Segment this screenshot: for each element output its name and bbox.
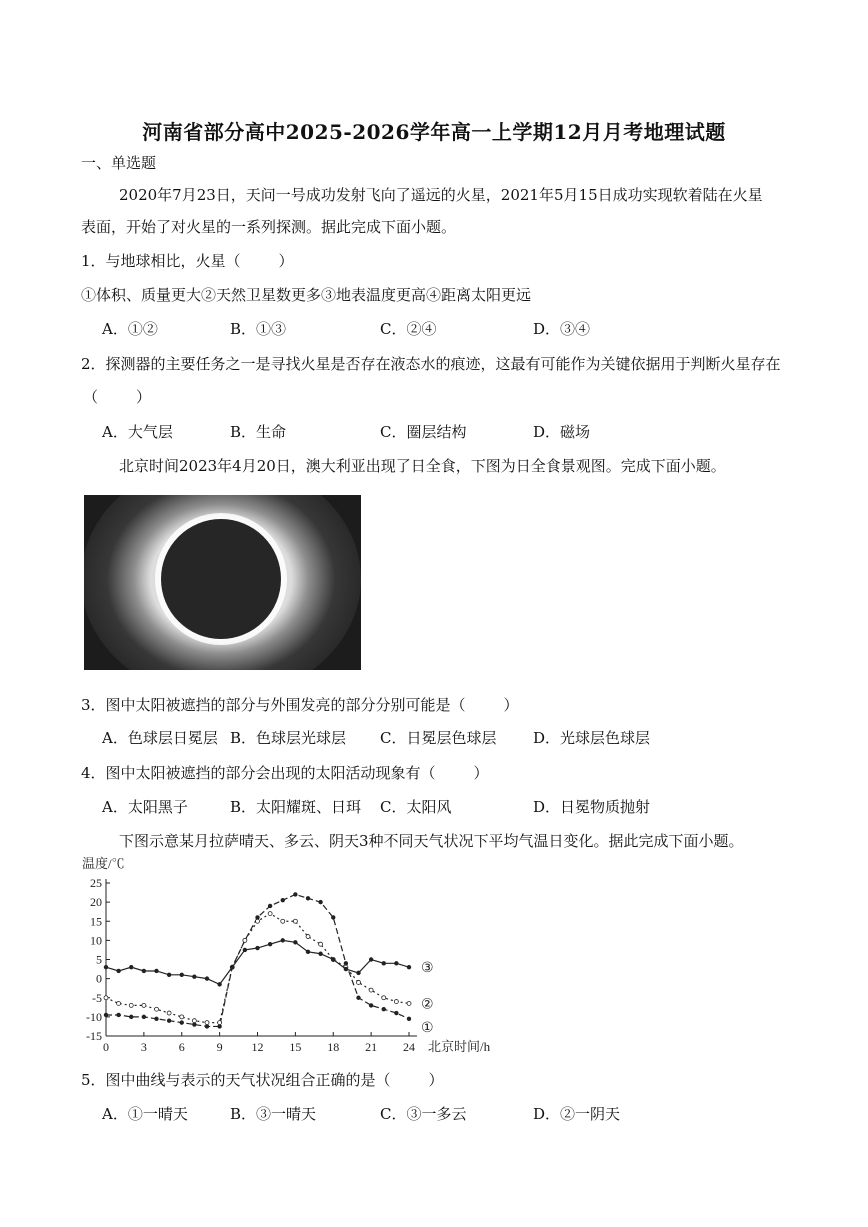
data-point <box>205 977 209 981</box>
data-point <box>218 1025 222 1029</box>
data-point <box>331 958 335 962</box>
q4-option-b: B．太阳耀斑、日珥 <box>230 798 362 816</box>
data-point <box>281 939 285 943</box>
data-point <box>294 893 298 897</box>
q1-option-a: A．①② <box>102 320 158 338</box>
data-point <box>281 919 285 923</box>
question-3-close: ） <box>503 696 519 714</box>
data-point <box>117 1001 121 1005</box>
data-point <box>357 996 361 1000</box>
data-point <box>395 962 399 966</box>
q2-option-c: C．圈层结构 <box>380 423 467 441</box>
y-tick-label: -10 <box>86 1009 102 1024</box>
question-2-blank <box>83 386 151 407</box>
data-point <box>407 1001 411 1005</box>
data-point <box>155 1017 159 1021</box>
x-tick-label: 15 <box>289 1040 302 1054</box>
x-tick-label: 18 <box>327 1040 340 1054</box>
x-axis-label: 北京时间/h <box>428 1039 491 1054</box>
data-point <box>319 942 323 946</box>
data-point <box>193 1023 197 1027</box>
x-tick-label: 24 <box>403 1040 415 1054</box>
question-5-text: 5．图中曲线与表示的天气状况组合正确的是（ <box>81 1071 391 1089</box>
moon-disk <box>161 519 281 639</box>
data-point <box>357 971 361 975</box>
intro-2: 北京时间2023年4月20日，澳大利亚出现了日全食，下图为日全食景观图。完成下面小题。 <box>119 457 726 475</box>
data-point <box>306 950 310 954</box>
data-point <box>369 988 373 992</box>
q5-option-d: D．②一阴天 <box>533 1105 621 1123</box>
q5-option-c: C．③一多云 <box>380 1105 467 1123</box>
data-point <box>382 996 386 1000</box>
temperature-line-chart <box>78 852 518 1060</box>
data-point <box>369 958 373 962</box>
intro-3: 下图示意某月拉萨晴天、多云、阴天3种不同天气状况下平均气温日变化。据此完成下面小题。 <box>119 832 744 850</box>
data-point <box>256 946 260 950</box>
y-tick-label: -15 <box>86 1029 102 1043</box>
data-point <box>243 948 247 952</box>
q3-option-c: C．日冕层色球层 <box>380 729 497 747</box>
question-5-stem <box>81 1069 444 1090</box>
data-point <box>382 962 386 966</box>
data-point <box>218 983 222 987</box>
x-tick-label: 6 <box>178 1040 185 1054</box>
y-tick-label: 0 <box>96 971 102 986</box>
y-tick-label: -5 <box>92 990 102 1005</box>
question-4-text: 4．图中太阳被遮挡的部分会出现的太阳活动现象有（ <box>81 764 436 782</box>
data-point <box>382 1007 386 1011</box>
section-heading: 一、单选题 <box>81 154 157 172</box>
q2-option-b: B．生命 <box>230 423 287 441</box>
question-2-stem: 2．探测器的主要任务之一是寻找火星是否存在液态水的痕迹，这最有可能作为关键依据用于判断火星存在 <box>81 355 781 373</box>
data-point <box>268 912 272 916</box>
data-point <box>281 898 285 902</box>
data-point <box>180 973 184 977</box>
q3-option-a: A．色球层日冕层 <box>102 729 218 747</box>
x-tick-label: 9 <box>216 1040 223 1054</box>
question-1-statements: ①体积、质量更大②天然卫星数更多③地表温度更高④距离太阳更远 <box>81 286 532 304</box>
data-point <box>306 935 310 939</box>
question-2-open: （ <box>83 388 99 406</box>
x-tick-label: 0 <box>103 1040 109 1054</box>
question-4-stem <box>81 762 489 783</box>
data-point <box>142 1015 146 1019</box>
series-label: ② <box>421 996 434 1013</box>
data-point <box>142 1003 146 1007</box>
data-point <box>294 940 298 944</box>
data-point <box>344 967 348 971</box>
q1-option-c: C．②④ <box>380 320 437 338</box>
q5-option-a: A．①一晴天 <box>102 1105 188 1123</box>
question-5-close: ） <box>428 1071 444 1089</box>
q5-option-b: B．③一晴天 <box>230 1105 317 1123</box>
question-1-text: 1．与地球相比，火星（ <box>81 252 241 270</box>
data-point <box>155 969 159 973</box>
y-tick-label: 10 <box>90 933 102 948</box>
data-point <box>180 1015 184 1019</box>
data-point <box>142 969 146 973</box>
q2-option-d: D．磁场 <box>533 423 591 441</box>
data-point <box>104 996 108 1000</box>
question-1-stem <box>81 250 294 271</box>
data-point <box>104 965 108 969</box>
data-point <box>357 980 361 984</box>
data-point <box>243 938 247 942</box>
data-point <box>319 900 323 904</box>
solar-eclipse-image <box>84 495 361 670</box>
data-point <box>407 1017 411 1021</box>
y-axis-label: 温度/℃ <box>82 856 125 871</box>
series-label: ① <box>421 1019 434 1036</box>
q3-option-d: D．光球层色球层 <box>533 729 651 747</box>
data-point <box>155 1007 159 1011</box>
y-tick-label: 25 <box>90 876 102 890</box>
q1-option-d: D．③④ <box>533 320 591 338</box>
data-point <box>117 969 121 973</box>
q1-option-b: B．①③ <box>230 320 287 338</box>
q2-option-a: A．大气层 <box>102 423 173 441</box>
data-point <box>344 962 348 966</box>
data-point <box>394 1000 398 1004</box>
x-tick-label: 12 <box>251 1040 264 1054</box>
question-3-stem <box>81 694 519 715</box>
q4-option-c: C．太阳风 <box>380 798 452 816</box>
data-point <box>167 1011 171 1015</box>
series-label: ③ <box>421 960 434 977</box>
data-point <box>205 1025 209 1029</box>
data-point <box>129 965 133 969</box>
data-point <box>268 942 272 946</box>
data-point <box>167 973 171 977</box>
intro-1-line-2: 表面，开始了对火星的一系列探测。据此完成下面小题。 <box>81 218 457 236</box>
data-point <box>117 1013 121 1017</box>
data-point <box>205 1021 209 1025</box>
data-point <box>129 1003 133 1007</box>
data-point <box>192 1019 196 1023</box>
q4-option-d: D．日冕物质抛射 <box>533 798 651 816</box>
data-point <box>268 904 272 908</box>
data-point <box>218 1021 222 1025</box>
data-point <box>193 975 197 979</box>
data-point <box>306 897 310 901</box>
question-1-close: ） <box>278 252 294 270</box>
chart-axes <box>86 876 417 1054</box>
data-point <box>167 1019 171 1023</box>
chart-series <box>104 893 434 1036</box>
x-tick-label: 3 <box>140 1040 147 1054</box>
data-point <box>104 1013 108 1017</box>
y-tick-label: 5 <box>96 952 102 967</box>
data-point <box>319 952 323 956</box>
data-point <box>230 965 234 969</box>
data-point <box>369 1004 373 1008</box>
page-title: 河南省部分高中2025-2026学年高一上学期12月月考地理试题 <box>142 120 726 144</box>
data-point <box>129 1015 133 1019</box>
x-tick-label: 21 <box>365 1040 378 1054</box>
data-point <box>331 916 335 920</box>
question-3-text: 3．图中太阳被遮挡的部分与外围发亮的部分分别可能是（ <box>81 696 466 714</box>
data-point <box>256 919 260 923</box>
intro-1-line-1: 2020年7月23日，天问一号成功发射飞向了遥远的火星，2021年5月15日成功实现软着陆在火星 <box>119 186 763 204</box>
data-point <box>407 965 411 969</box>
data-point <box>395 1011 399 1015</box>
y-tick-label: 20 <box>90 895 102 910</box>
question-4-close: ） <box>473 764 489 782</box>
q3-option-b: B．色球层光球层 <box>230 729 347 747</box>
y-tick-label: 15 <box>90 914 102 929</box>
q4-option-a: A．太阳黑子 <box>102 798 188 816</box>
series-line <box>106 894 409 1026</box>
question-2-close: ） <box>136 388 152 406</box>
data-point <box>256 916 260 920</box>
data-point <box>180 1021 184 1025</box>
data-point <box>293 919 297 923</box>
